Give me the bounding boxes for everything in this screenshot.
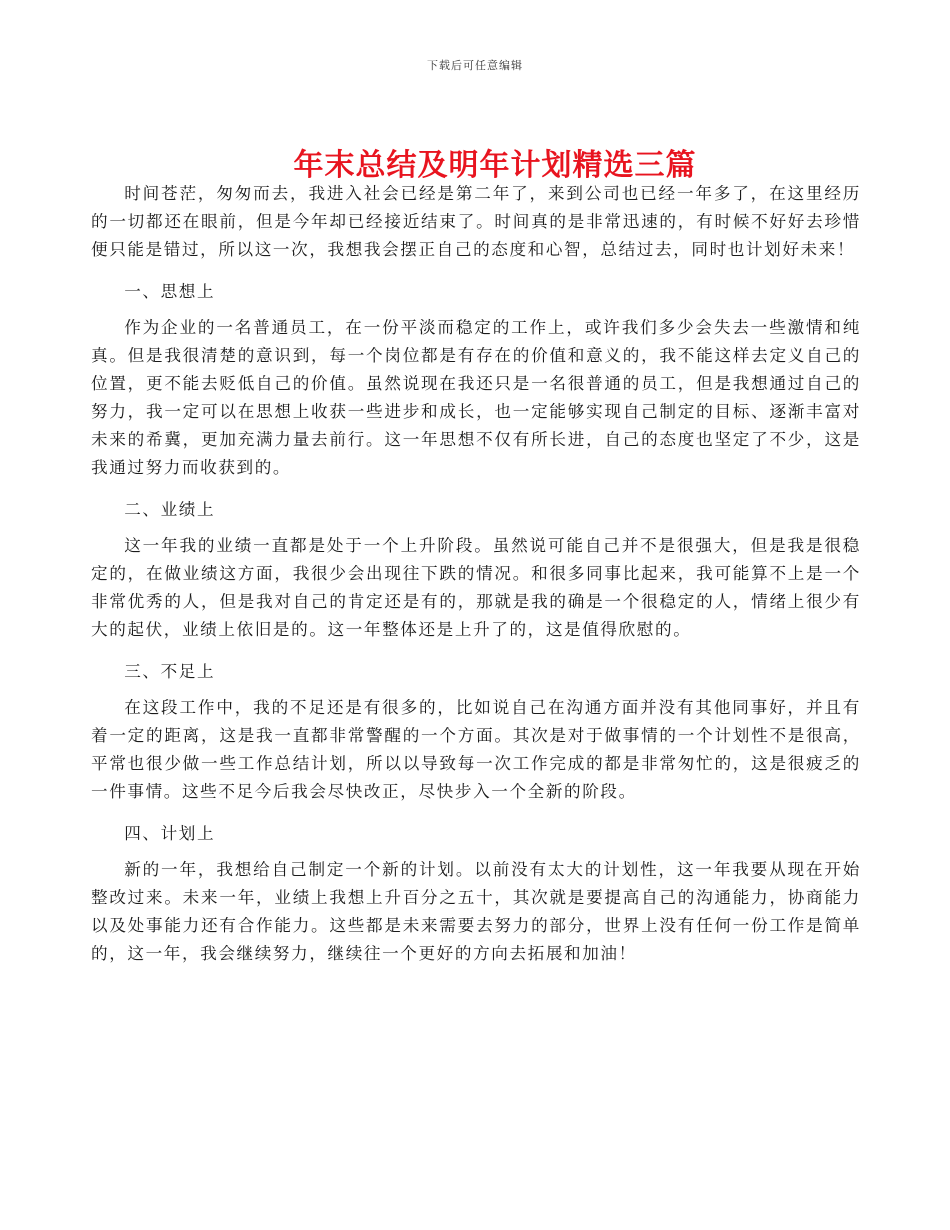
intro-paragraph: 时间苍茫，匆匆而去，我进入社会已经是第二年了，来到公司也已经一年多了，在这里经历的一切都还在眼前，但是今年却已经接近结束了。时间真的是非常迅速的，有时候不好好去珍惜便只能是错过，所以这一次，我想我会摆正自己的态度和心智，总结过去，同时也计划好未来！ [91,184,861,259]
section-heading-performance: 二、业绩上 [124,500,216,519]
section-heading-plan: 四、计划上 [124,824,216,843]
section-body-plan: 新的一年，我想给自己制定一个新的计划。以前没有太大的计划性，这一年我要从现在开始整改过来。未来一年，业绩上我想上升百分之五十，其次就是要提高自己的沟通能力，协商能力以及处事能力还有合作能力。这些都是未来需要去努力的部分，世界上没有任何一份工作是简单的，这一年，我会继续努力，继续往一个更好的方向去拓展和加油！ [91,860,861,963]
section-heading-thought: 一、思想上 [124,282,216,301]
header-note: 下载后可任意编辑 [427,59,523,72]
section-body-performance: 这一年我的业绩一直都是处于一个上升阶段。虽然说可能自己并不是很强大，但是我是很稳定的，在做业绩这方面，我很少会出现往下跌的情况。和很多同事比起来，我可能算不上是一个非常优秀的人，但是我对自己的肯定还是有的，那就是我的确是一个很稳定的人，情绪上很少有大的起伏，业绩上依旧是的。这一年整体还是上升了的，这是值得欣慰的。 [91,536,861,639]
document-title: 年末总结及明年计划精选三篇 [293,148,697,183]
section-body-thought: 作为企业的一名普通员工，在一份平淡而稳定的工作上，或许我们多少会失去一些激情和纯真。但是我很清楚的意识到，每一个岗位都是有存在的价值和意义的，我不能这样去定义自己的位置，更不能去贬低自己的价值。虽然说现在我还只是一名很普通的员工，但是我想通过自己的努力，我一定可以在思想上收获一些进步和成长，也一定能够实现自己制定的目标、逐渐丰富对未来的希冀，更加充满力量去前行。这一年思想不仅有所长进，自己的态度也坚定了不少，这是我通过努力而收获到的。 [91,318,861,477]
document-body [91,180,861,968]
section-body-shortcomings: 在这段工作中，我的不足还是有很多的，比如说自己在沟通方面并没有其他同事好，并且有着一定的距离，这是我一直都非常警醒的一个方面。其次是对于做事情的一个计划性不是很高，平常也很少做一些工作总结计划，所以以导致每一次工作完成的都是非常匆忙的，这是很疲乏的一件事情。这些不足今后我会尽快改正，尽快步入一个全新的阶段。 [91,698,861,801]
section-heading-shortcomings: 三、不足上 [124,662,216,681]
